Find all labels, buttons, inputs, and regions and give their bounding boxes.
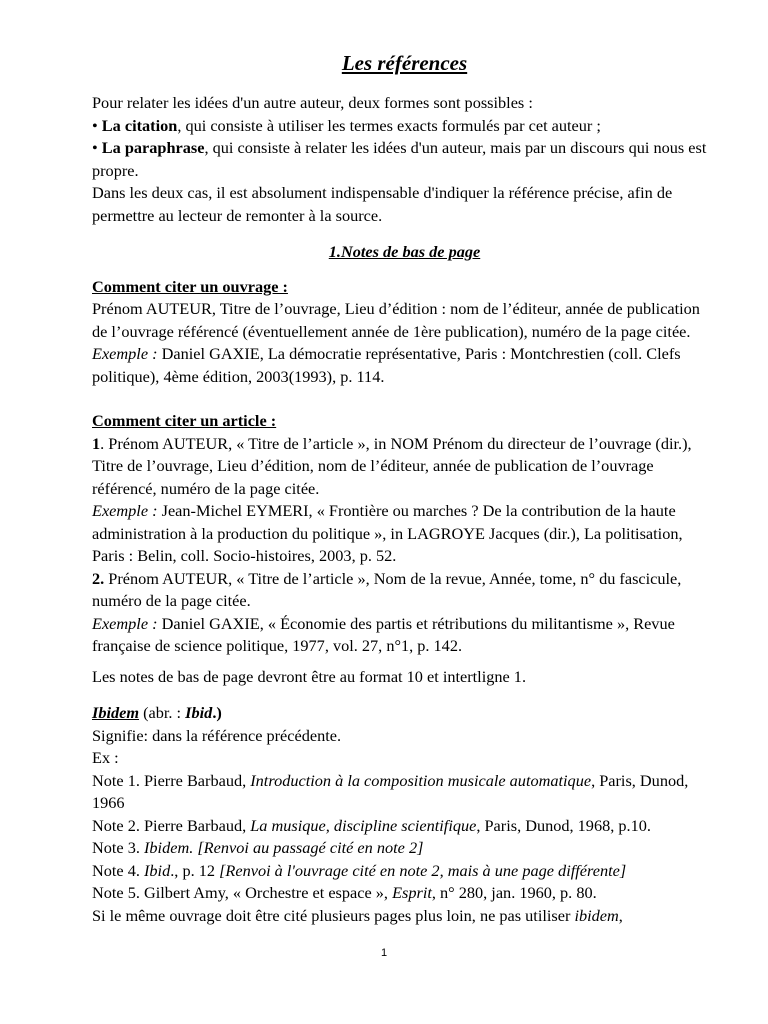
- note-line: [92, 882, 717, 905]
- intro-block: [92, 92, 717, 227]
- note-prefix: Note 4.: [92, 860, 144, 880]
- book-format: Prénom AUTEUR, Titre de l’ouvrage, Lieu d’édition : nom de l’éditeur, année de publication de l’ouvrage référencé (éventuellement année de 1ère publication), numéro de la page citée.: [92, 299, 700, 341]
- note-suffix: ., p. 12: [170, 860, 220, 880]
- page-title: Les références: [341, 51, 468, 75]
- last-line-suffix: ,: [618, 905, 623, 925]
- example-text: Jean-Michel EYMERI, « Frontière ou marches ? De la contribution de la haute administration à la production du politique », in LAGROYE Jacques (dir.), La politisation, Paris : Belin, coll. Socio-histoires, 2003, p. 52.: [92, 501, 683, 565]
- note-italic: Ibidem. [Renvoi au passagé cité en note 2]: [144, 838, 424, 857]
- ibidem-block: [92, 702, 717, 927]
- last-line-prefix: Si le même ouvrage doit être cité plusieurs pages plus loin, ne pas utiliser: [92, 905, 575, 925]
- note-line: [92, 860, 717, 883]
- article-format-2: [92, 568, 717, 613]
- note-italic: La musique, discipline scientifique: [250, 815, 477, 835]
- example-label: Exemple :: [92, 344, 158, 363]
- bullet: •: [92, 115, 98, 135]
- note-line: [92, 837, 717, 860]
- citation-item: [92, 115, 717, 138]
- example-label: Exemple :: [92, 613, 158, 633]
- item-number: 1: [92, 433, 101, 453]
- footnote-format-note: Les notes de bas de page devront être au format 10 et intertligne 1.: [92, 666, 527, 686]
- section-heading-footnotes: 1.Notes de bas de page: [328, 242, 481, 261]
- note-line: [92, 770, 717, 815]
- item-number: 2.: [92, 568, 105, 588]
- item-text: Prénom AUTEUR, « Titre de l’article », Nom de la revue, Année, tome, n° du fascicule, numéro de la page citée.: [92, 568, 682, 610]
- example-text: Daniel GAXIE, La démocratie représentative, Paris : Montchrestien (coll. Clefs politique), 4ème édition, 2003(1993), p. 114.: [92, 344, 681, 386]
- note-italic-comment: [Renvoi à l'ouvrage cité en note 2, mais à une page différente]: [219, 860, 627, 880]
- note-italic: Esprit: [392, 883, 432, 902]
- paraphrase-text: , qui consiste à relater les idées d'un auteur, mais par un discours qui nous est propre.: [92, 138, 707, 180]
- note-suffix: , n° 280, jan. 1960, p. 80.: [431, 883, 597, 902]
- intro-conclusion: Dans les deux cas, il est absolument indispensable d'indiquer la référence précise, afin de permettre au lecteur de remonter à la source.: [92, 183, 673, 225]
- spacer: [92, 388, 717, 410]
- last-line-italic: ibidem: [574, 905, 619, 925]
- note-italic: Ibid: [144, 860, 171, 880]
- article-format-1: [92, 433, 717, 501]
- intro-line: Pour relater les idées d'un autre auteur, deux formes sont possibles :: [92, 93, 533, 112]
- citation-term: La citation: [101, 115, 178, 135]
- bullet: •: [92, 138, 98, 157]
- note-prefix: Note 3.: [92, 838, 144, 857]
- item-text: . Prénom AUTEUR, « Titre de l’article », in NOM Prénom du directeur de l’ouvrage (dir.), Titre de l’ouvrage, Lieu d’édition, nom de l’éditeur, année de publication de l’ouvrage référencé, numéro de la page citée.: [92, 433, 692, 498]
- article-citation-block: [92, 410, 717, 658]
- abbr: Ibid: [185, 703, 213, 722]
- abbr-close: .): [212, 703, 222, 722]
- note-suffix: , Paris, Dunod, 1966: [92, 770, 689, 812]
- note-italic: Introduction à la composition musicale automatique: [250, 770, 592, 790]
- ibidem-ex-label: Ex :: [92, 748, 119, 767]
- article-heading: Comment citer un article :: [92, 411, 277, 430]
- note-prefix: Note 1. Pierre Barbaud,: [92, 770, 251, 790]
- note-prefix: Note 2. Pierre Barbaud,: [92, 815, 251, 835]
- example-label: Exemple :: [92, 501, 158, 520]
- article-example-2: [92, 613, 717, 658]
- note-suffix: , Paris, Dunod, 1968, p.10.: [476, 815, 651, 835]
- example-text: Daniel GAXIE, « Économie des partis et rétributions du militantisme », Revue française de science politique, 1977, vol. 27, n°1, p. 142.: [92, 613, 675, 655]
- article-example-1: [92, 500, 717, 568]
- book-example: [92, 343, 717, 388]
- paraphrase-item: [92, 137, 717, 182]
- book-heading: Comment citer un ouvrage :: [92, 276, 288, 296]
- ibidem-meaning: Signifie: dans la référence précédente.: [92, 725, 342, 745]
- abbr-open: (abr. :: [139, 703, 186, 722]
- citation-text: , qui consiste à utiliser les termes exacts formulés par cet auteur ;: [177, 115, 601, 135]
- paraphrase-term: La paraphrase: [101, 138, 205, 157]
- note-prefix: Note 5. Gilbert Amy, « Orchestre et espace »,: [92, 883, 393, 902]
- book-citation-block: [92, 276, 717, 389]
- ibidem-term: Ibidem: [92, 703, 140, 722]
- ibidem-last-line: [92, 905, 717, 928]
- note-line: [92, 815, 717, 838]
- ibidem-heading: [92, 702, 717, 725]
- page-number: 1: [380, 947, 388, 959]
- document-page: [92, 50, 717, 927]
